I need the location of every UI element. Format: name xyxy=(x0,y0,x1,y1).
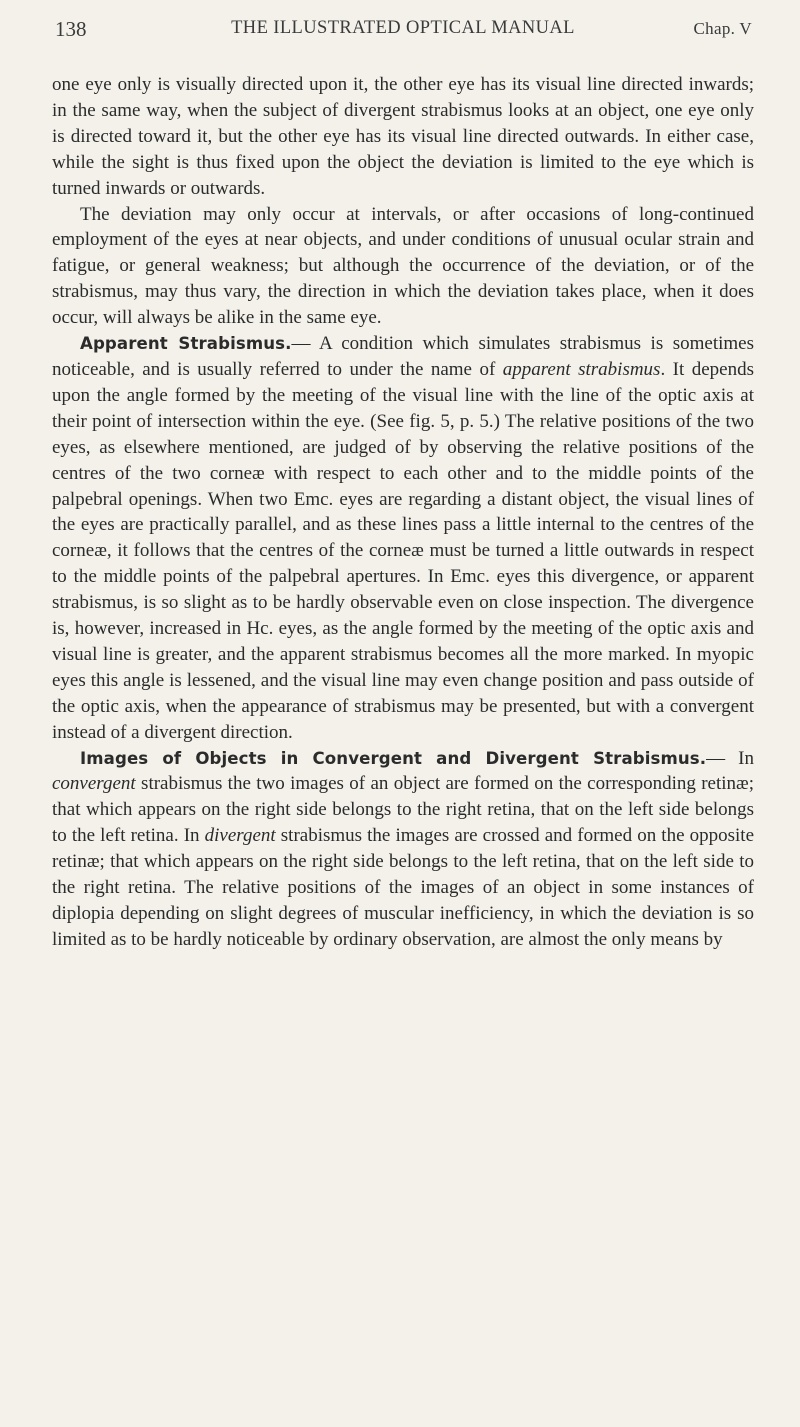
emphasis-text: divergent xyxy=(204,825,276,847)
paragraph-text: . It depends upon the angle formed by the meeting of the visual line with the line of the optic axis at their point of intersection within the eye. (See fig. 5, p. 5.) The relative positions of the two eyes, as elsewhere mentioned, are judged of by observing the relative positions of the centres of the two corneæ with respect to each other and to the middle points of the palpebral openings. When two Emc. eyes are regarding a distant object, the visual lines of the eyes are practically parallel, and as these lines pass a little internal to the centres of the corneæ, it follows that the centres of the corneæ must be turned a little outwards in respect to the middle points of the palpebral apertures. In Emc. eyes this divergence, or apparent strabismus, is so slight as to be hardly observable even on close inspection. The divergence is, however, increased in Hc. eyes, as the angle formed by the meeting of the optic axis and visual line is greater, and the apparent strabismus becomes all the more marked. In myopic eyes this angle is lessened, and the visual line may even change position and pass outside of the optic axis, when the appearance of strabismus may be presented, but with a convergent instead of a divergent direction. xyxy=(52,358,754,743)
paragraph-images-of-objects xyxy=(52,746,754,953)
running-head xyxy=(52,14,754,48)
section-heading-apparent-strabismus: Apparent Strabismus. xyxy=(80,334,292,354)
paragraph-text: strabismus the images are crossed and formed on the opposite retinæ; that which appears on the right side belongs to the left retina, that on the left side to the right retina. The relative positions of the images of an object in some instances of diplopia depending on slight degrees of muscular inefficiency, in which the deviation is so limited as to be hardly noticeable by ordinary observation, are almost the only means by xyxy=(52,825,754,950)
section-heading-images-of-objects: Images of Objects in Convergent and Divergent Strabismus. xyxy=(80,748,707,768)
paragraph-text: — In xyxy=(706,747,754,769)
page-number: 138 xyxy=(55,17,87,41)
running-title: THE ILLUSTRATED OPTICAL MANUAL xyxy=(231,18,575,38)
emphasis-text: apparent strabismus xyxy=(502,358,661,380)
paragraph-text: — A condition which simulates strabismus is sometimes noticeable, and is usually referred to under the name of xyxy=(52,333,754,380)
paragraph-text: strabismus the two images of an object are formed on the corresponding retinæ; that which appears on the right side belongs to the right retina, that on the left side belongs to the left retina. In xyxy=(52,773,754,847)
paragraph-deviation: The deviation may only occur at intervals, or after occasions of long-continued employment of the eyes at near objects, and under conditions of unusual ocular strain and fatigue, or general weakness; but although the occurrence of the deviation, or of the strabismus, may thus vary, the direction in which the deviation takes place, when it does occur, will always be alike in the same eye. xyxy=(52,203,754,329)
chapter-label: Chap. V xyxy=(693,19,752,38)
paragraph-apparent-strabismus xyxy=(52,331,754,746)
paragraph-continued: one eye only is visually directed upon it, the other eye has its visual line directed inwards; in the same way, when the subject of divergent strabismus looks at an object, one eye only is directed toward it, but the other eye has its visual line directed outwards. In either case, while the sight is thus fixed upon the object the deviation is limited to the eye which is turned inwards or outwards. xyxy=(52,74,754,199)
body-text xyxy=(52,72,754,953)
emphasis-text: convergent xyxy=(52,773,136,795)
